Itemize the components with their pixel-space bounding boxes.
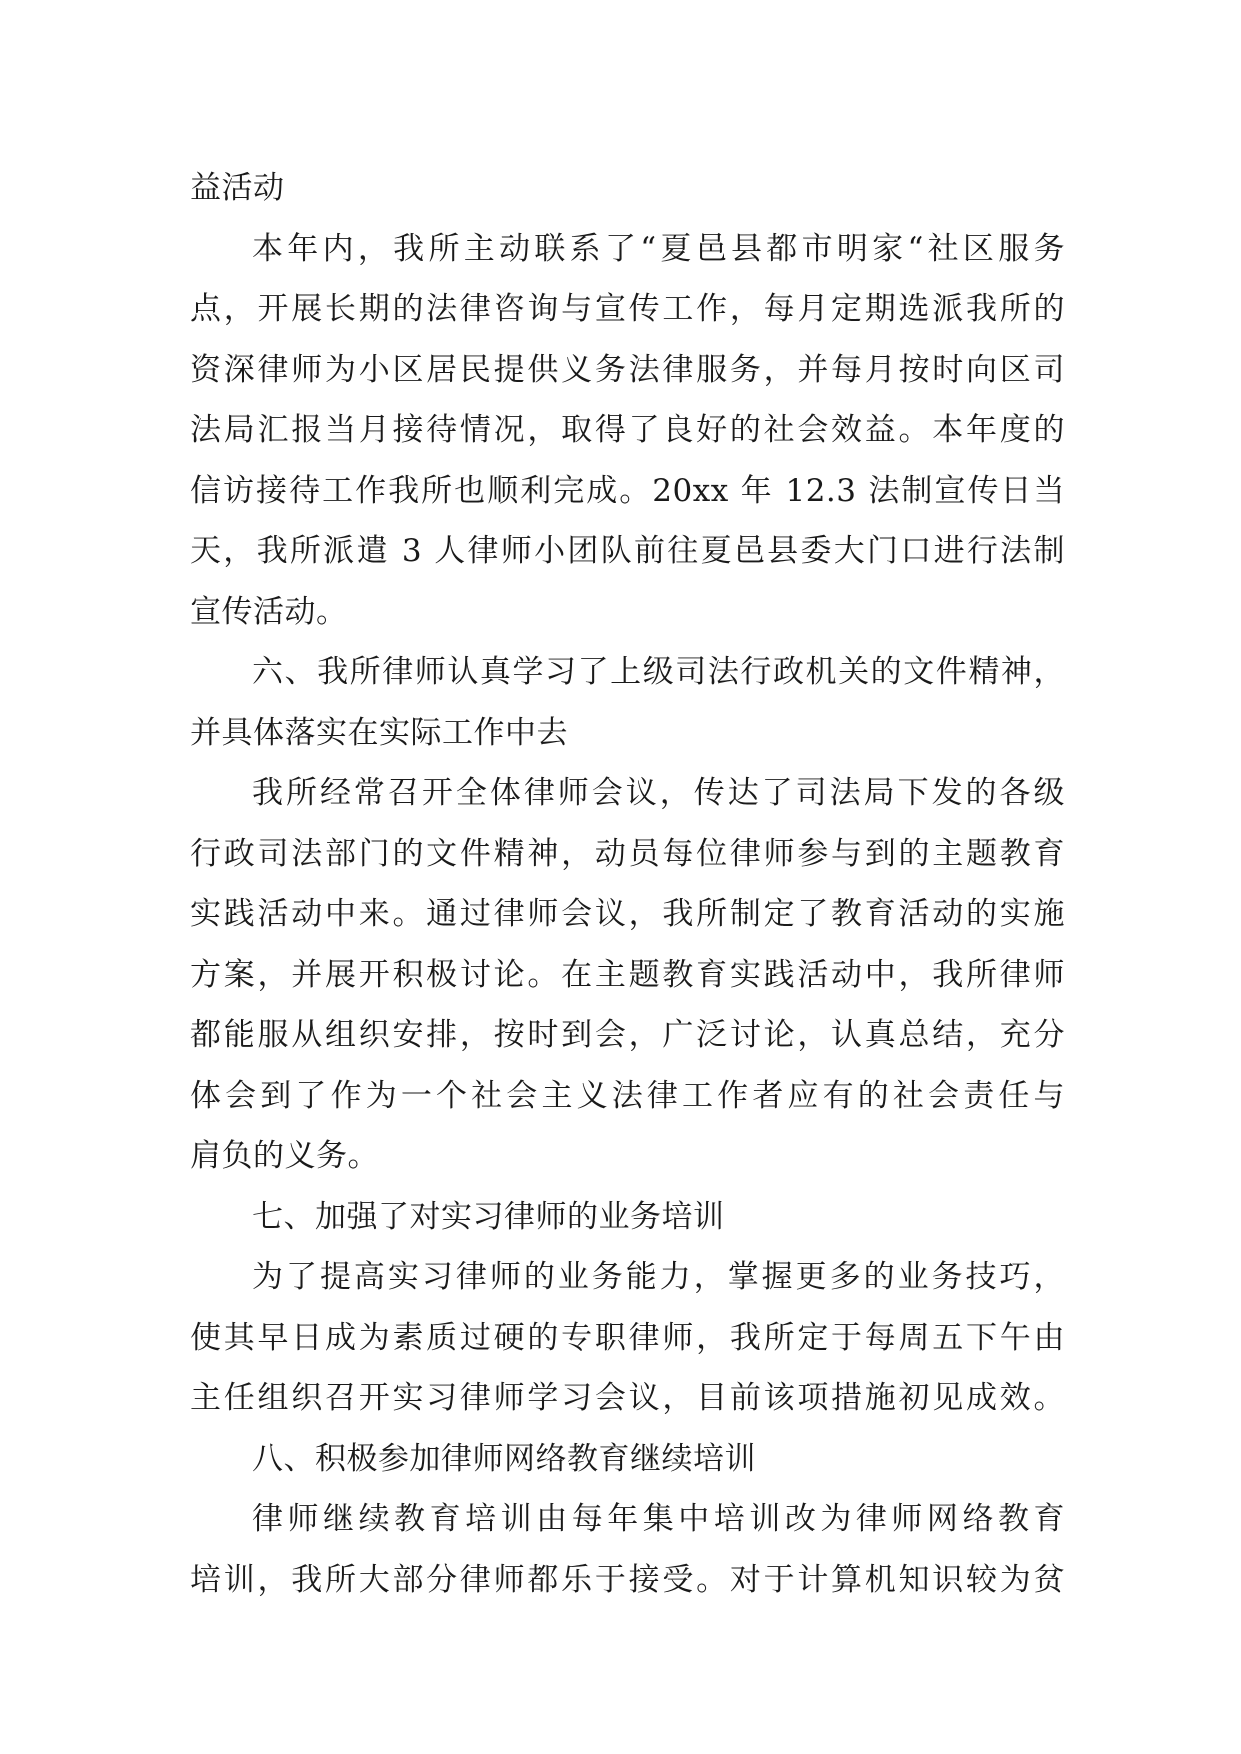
text-line: 方案，并展开积极讨论。在主题教育实践活动中，我所律师 [190, 956, 1065, 993]
text-line: 实践活动中来。通过律师会议，我所制定了教育活动的实施 [190, 896, 1065, 932]
text-line: 体会到了作为一个社会主义法律工作者应有的社会责任与 [190, 1077, 1065, 1114]
text-line: 信访接待工作我所也顺利完成。20xx 年 12.3 法制宣传日当 [190, 472, 1065, 509]
text-line: 使其早日成为素质过硬的专职律师，我所定于每周五下午由 [190, 1319, 1065, 1356]
text-line: 资深律师为小区居民提供义务法律服务，并每月按时向区司 [190, 351, 1065, 388]
text-line: 律师继续教育培训由每年集中培训改为律师网络教育 [252, 1501, 1065, 1537]
text-line: 并具体落实在实际工作中去 [190, 714, 568, 751]
text-line: 点，开展长期的法律咨询与宣传工作，每月定期选派我所的 [190, 291, 1065, 327]
text-line: 法局汇报当月接待情况，取得了良好的社会效益。本年度的 [190, 412, 1065, 448]
text-line: 天，我所派遣 3 人律师小团队前往夏邑县委大门口进行法制 [190, 533, 1065, 569]
document-body [190, 158, 1065, 1610]
text-line: 六、我所律师认真学习了上级司法行政机关的文件精神， [252, 654, 1065, 690]
text-line: 肩负的义务。 [190, 1138, 379, 1174]
text-line: 为了提高实习律师的业务能力，掌握更多的业务技巧， [252, 1259, 1065, 1295]
text-line: 都能服从组织安排，按时到会，广泛讨论，认真总结，充分 [190, 1017, 1065, 1053]
text-line: 主任组织召开实习律师学习会议，目前该项措施初见成效。 [190, 1380, 1065, 1416]
text-line: 培训，我所大部分律师都乐于接受。对于计算机知识较为贫 [190, 1561, 1065, 1598]
text-line: 本年内，我所主动联系了“夏邑县都市明家“社区服务 [252, 230, 1065, 267]
text-line: 行政司法部门的文件精神，动员每位律师参与到的主题教育 [190, 835, 1065, 872]
text-line: 宣传活动。 [190, 593, 348, 630]
text-line: 七、加强了对实习律师的业务培训 [252, 1198, 725, 1235]
text-line: 我所经常召开全体律师会议，传达了司法局下发的各级 [252, 775, 1065, 811]
text-line: 益活动 [190, 170, 285, 206]
text-line: 八、积极参加律师网络教育继续培训 [252, 1440, 756, 1477]
